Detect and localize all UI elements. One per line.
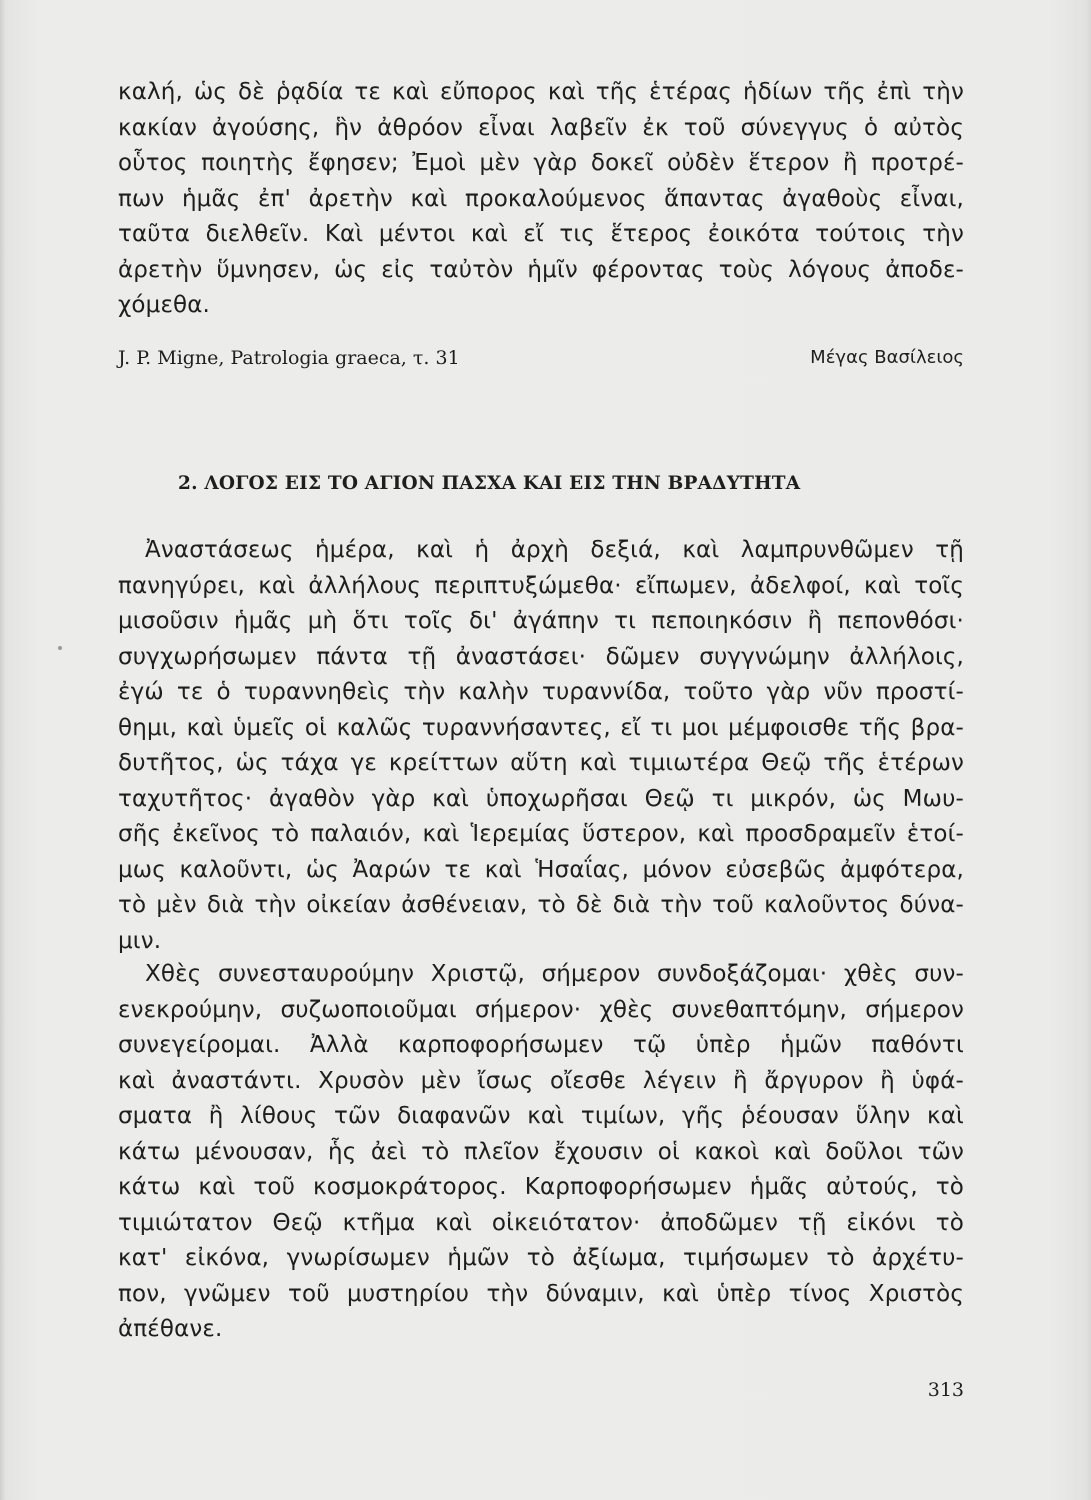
text-line: πον, γνῶμεν τοῦ μυστηρίου τὴν δύναμιν, καὶ ὑπὲρ τίνος Χριστὸς <box>118 1280 964 1307</box>
source-author: Μέγας Βασίλειος <box>810 347 964 368</box>
text-line: χόμεθα. <box>118 292 211 318</box>
text-line: κάτω μένουσαν, ἧς ἀεὶ τὸ πλεῖον ἔχουσιν οἱ κακοὶ καὶ δοῦλοι τῶν <box>118 1138 964 1165</box>
text-line: σῆς ἐκεῖνος τὸ παλαιόν, καὶ Ἱερεμίας ὕστερον, καὶ προσδραμεῖν ἑτοί- <box>118 821 964 847</box>
text-line: συνεγείρομαι. Ἀλλὰ καρποφορήσωμεν τῷ ὑπὲρ ἡμῶν παθόντι <box>118 1032 964 1058</box>
text-line: μισοῦσιν ἡμᾶς μὴ ὅτι τοῖς δι' ἀγάπην τι πεποιηκόσιν ἢ πεπονθόσι· <box>118 608 964 634</box>
text-line: συγχωρήσωμεν πάντα τῇ ἀναστάσει· δῶμεν συγγνώμην ἀλλήλοις, <box>118 643 964 670</box>
text-line: Ἀναστάσεως ἡμέρα, καὶ ἡ ἀρχὴ δεξιά, καὶ λαμπρυνθῶμεν τῇ <box>145 537 964 563</box>
text-line: καὶ ἀναστάντι. Χρυσὸν μὲν ἴσως οἴεσθε λέγειν ἢ ἄργυρον ἢ ὑφά- <box>118 1067 964 1094</box>
text-line: κακίαν ἀγούσης, ἣν ἀθρόον εἶναι λαβεῖν ἐκ τοῦ σύνεγγυς ὁ αὐτὸς <box>118 114 964 141</box>
text-line: σματα ἢ λίθους τῶν διαφανῶν καὶ τιμίων, γῆς ῥέουσαν ὕλην καὶ <box>118 1103 964 1129</box>
source-citation <box>118 343 964 373</box>
text-line: ἀρετὴν ὕμνησεν, ὡς εἰς ταὐτὸν ἡμῖν φέροντας τοὺς λόγους ἀποδε- <box>118 256 964 283</box>
text-line: καλή, ὡς δὲ ῥᾳδία τε καὶ εὔπορος καὶ τῆς ἑτέρας ἡδίων τῆς ἐπὶ τὴν <box>118 79 964 105</box>
source-reference: J. P. Migne, Patrologia graeca, τ. 31 <box>118 347 460 369</box>
paragraph-2 <box>118 957 964 1348</box>
text-line: ἐγώ τε ὁ τυραννηθεὶς τὴν καλὴν τυραννίδα, τοῦτο γὰρ νῦν προστί- <box>118 679 964 705</box>
text-line: ταῦτα διελθεῖν. Καὶ μέντοι καὶ εἴ τις ἕτερος ἐοικότα τούτοις τὴν <box>118 221 964 247</box>
paper-speck <box>58 646 62 650</box>
section-heading: 2. ΛΟΓΟΣ ΕΙΣ ΤΟ ΑΓΙΟΝ ΠΑΣΧΑ ΚΑΙ ΕΙΣ ΤΗΝ ΒΡΑΔΥΤΗΤΑ <box>178 473 801 494</box>
text-line: κατ' εἰκόνα, γνωρίσωμεν ἡμῶν τὸ ἀξίωμα, τιμήσωμεν τὸ ἀρχέτυ- <box>118 1245 964 1271</box>
text-line: ἀπέθανε. <box>118 1316 223 1342</box>
text-line: θημι, καὶ ὑμεῖς οἱ καλῶς τυραννήσαντες, εἴ τι μοι μέμφοισθε τῆς βρα- <box>118 714 964 741</box>
intro-paragraph <box>118 75 964 324</box>
text-line: κάτω καὶ τοῦ κοσμοκράτορος. Καρποφορήσωμεν ἡμᾶς αὐτούς, τὸ <box>118 1174 964 1200</box>
text-line: δυτῆτος, ὡς τάχα γε κρείττων αὕτη καὶ τιμιωτέρα Θεῷ τῆς ἑτέρων <box>118 750 964 776</box>
text-line: ταχυτῆτος· ἀγαθὸν γὰρ καὶ ὑποχωρῆσαι Θεῷ τι μικρόν, ὡς Μωυ- <box>118 785 964 812</box>
page-number: 313 <box>927 1379 964 1401</box>
text-line: μιν. <box>118 927 162 954</box>
text-line: οὗτος ποιητὴς ἔφησεν; Ἐμοὶ μὲν γὰρ δοκεῖ οὐδὲν ἕτερον ἢ προτρέ- <box>118 150 964 176</box>
text-line: πων ἡμᾶς ἐπ' ἀρετὴν καὶ προκαλούμενος ἅπαντας ἀγαθοὺς εἶναι, <box>118 185 964 212</box>
text-line: τιμιώτατον Θεῷ κτῆμα καὶ οἰκειότατον· ἀποδῶμεν τῇ εἰκόνι τὸ <box>118 1209 964 1236</box>
text-line: ενεκρούμην, συζωοποιοῦμαι σήμερον· χθὲς συνεθαπτόμην, σήμερον <box>118 996 964 1023</box>
text-line: Χθὲς συνεσταυρούμην Χριστῷ, σήμερον συνδοξάζομαι· χθὲς συν- <box>145 961 964 987</box>
paragraph-1 <box>118 533 964 959</box>
text-line: τὸ μὲν διὰ τὴν οἰκείαν ἀσθένειαν, τὸ δὲ διὰ τὴν τοῦ καλοῦντος δύνα- <box>118 892 964 918</box>
text-line: πανηγύρει, καὶ ἀλλήλους περιπτυξώμεθα· εἴπωμεν, ἀδελφοί, καὶ τοῖς <box>118 572 964 599</box>
text-line: μως καλοῦντι, ὡς Ἀαρών τε καὶ Ἡσαΐας, μόνον εὐσεβῶς ἀμφότερα, <box>118 856 964 883</box>
